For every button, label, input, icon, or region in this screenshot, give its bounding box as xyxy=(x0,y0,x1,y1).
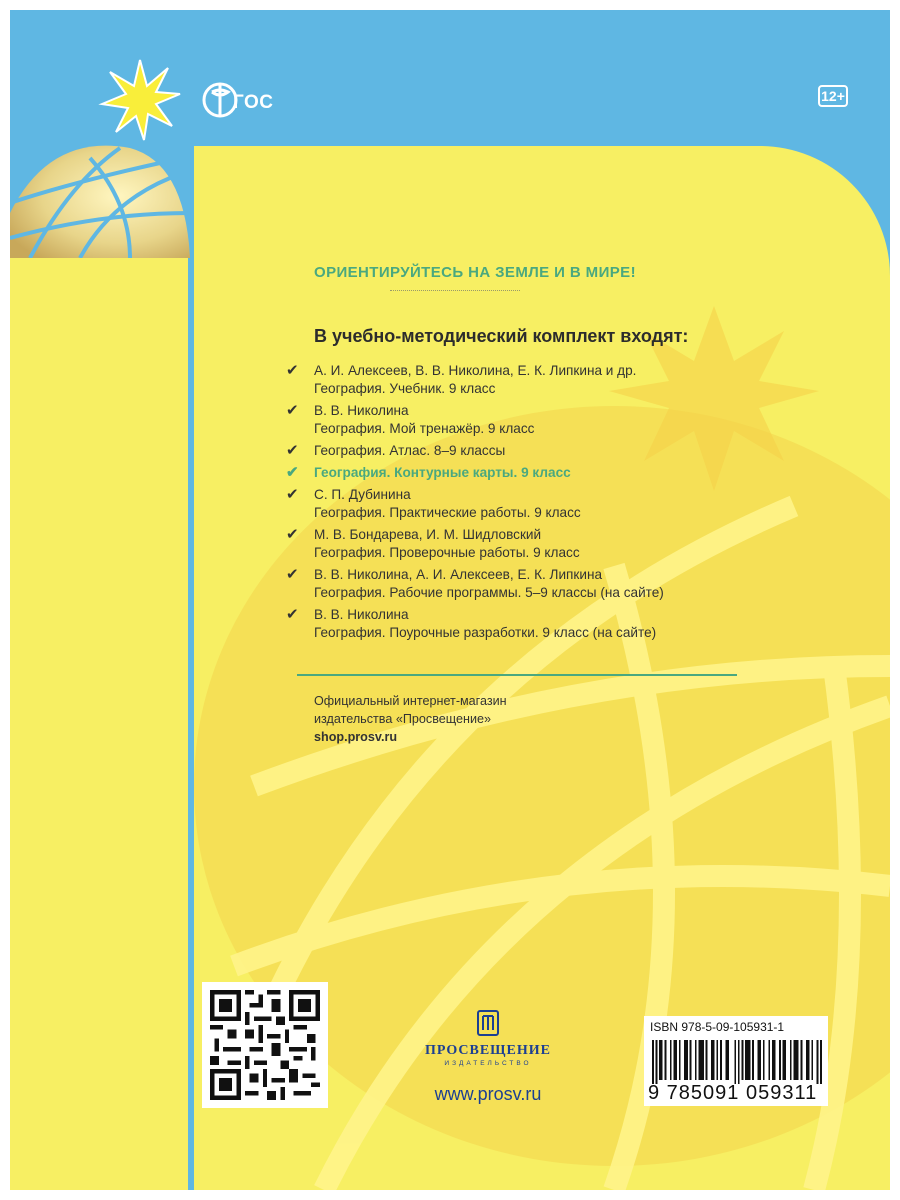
sun-star-icon xyxy=(98,58,182,142)
checkmark-icon: ✔ xyxy=(286,464,299,481)
globe-corner-icon xyxy=(10,143,190,258)
qr-code xyxy=(202,982,328,1108)
kit-item-line1: В. В. Николина xyxy=(314,403,409,418)
kit-item-highlighted xyxy=(286,464,756,482)
headline: ОРИЕНТИРУЙТЕСЬ НА ЗЕМЛЕ И В МИРЕ! xyxy=(314,264,636,281)
barcode-icon xyxy=(652,1040,822,1084)
kit-item-line1: В. В. Николина xyxy=(314,607,409,622)
kit-list xyxy=(286,362,756,646)
kit-item-line1: География. Контурные карты. 9 класс xyxy=(314,465,571,480)
kit-item-line1: М. В. Бондарева, И. М. Шидловский xyxy=(314,527,542,542)
kit-item-line1: География. Атлас. 8–9 классы xyxy=(314,443,506,458)
publisher-logo-icon xyxy=(477,1010,499,1036)
kit-item xyxy=(286,566,756,602)
kit-title: В учебно-методический комплект входят: xyxy=(314,326,689,346)
qr-code-icon xyxy=(210,990,320,1100)
kit-item-line2: География. Мой тренажёр. 9 класс xyxy=(314,421,535,436)
book-back-cover xyxy=(10,10,890,1190)
kit-item-line2: География. Рабочие программы. 5–9 классы (на сайте) xyxy=(314,585,664,600)
publisher-name: ПРОСВЕЩЕНИЕ xyxy=(424,1043,552,1058)
kit-item-line1: С. П. Дубинина xyxy=(314,487,411,502)
age-rating-badge: 12+ xyxy=(818,85,848,107)
kit-item-line1: А. И. Алексеев, В. В. Николина, Е. К. Липкина и др. xyxy=(314,363,637,378)
kit-item xyxy=(286,362,756,398)
headline-rule xyxy=(390,290,520,292)
publisher-subtitle: ИЗДАТЕЛЬСТВО xyxy=(444,1060,532,1067)
section-divider xyxy=(297,674,737,676)
checkmark-icon: ✔ xyxy=(286,566,299,583)
publisher-logo xyxy=(408,1010,568,1067)
checkmark-icon: ✔ xyxy=(286,526,299,543)
fgos-label: ГОС xyxy=(233,92,274,113)
kit-item xyxy=(286,526,756,562)
isbn-label: ISBN 978-5-09-105931-1 xyxy=(650,1020,785,1034)
kit-item-line2: География. Учебник. 9 класс xyxy=(314,381,496,396)
kit-item xyxy=(286,402,756,438)
checkmark-icon: ✔ xyxy=(286,362,299,379)
kit-item-line2: География. Проверочные работы. 9 класс xyxy=(314,545,580,560)
kit-item xyxy=(286,606,756,642)
left-yellow-strip xyxy=(10,258,188,1190)
shop-info xyxy=(314,692,507,746)
kit-item xyxy=(286,442,756,460)
checkmark-icon: ✔ xyxy=(286,606,299,623)
kit-item xyxy=(286,486,756,522)
checkmark-icon: ✔ xyxy=(286,402,299,419)
shop-line2: издательства «Просвещение» xyxy=(314,712,491,726)
isbn-barcode xyxy=(644,1016,828,1106)
kit-item-line2: География. Поурочные разработки. 9 класс (на сайте) xyxy=(314,625,657,640)
checkmark-icon: ✔ xyxy=(286,442,299,459)
shop-url-link[interactable]: shop.prosv.ru xyxy=(314,730,398,744)
shop-line1: Официальный интернет-магазин xyxy=(314,694,507,708)
isbn-digits: 9 785091 059311 xyxy=(648,1082,818,1104)
publisher-website-link[interactable]: www.prosv.ru xyxy=(434,1084,542,1104)
kit-item-line1: В. В. Николина, А. И. Алексеев, Е. К. Липкина xyxy=(314,567,603,582)
kit-item-line2: География. Практические работы. 9 класс xyxy=(314,505,581,520)
checkmark-icon: ✔ xyxy=(286,486,299,503)
